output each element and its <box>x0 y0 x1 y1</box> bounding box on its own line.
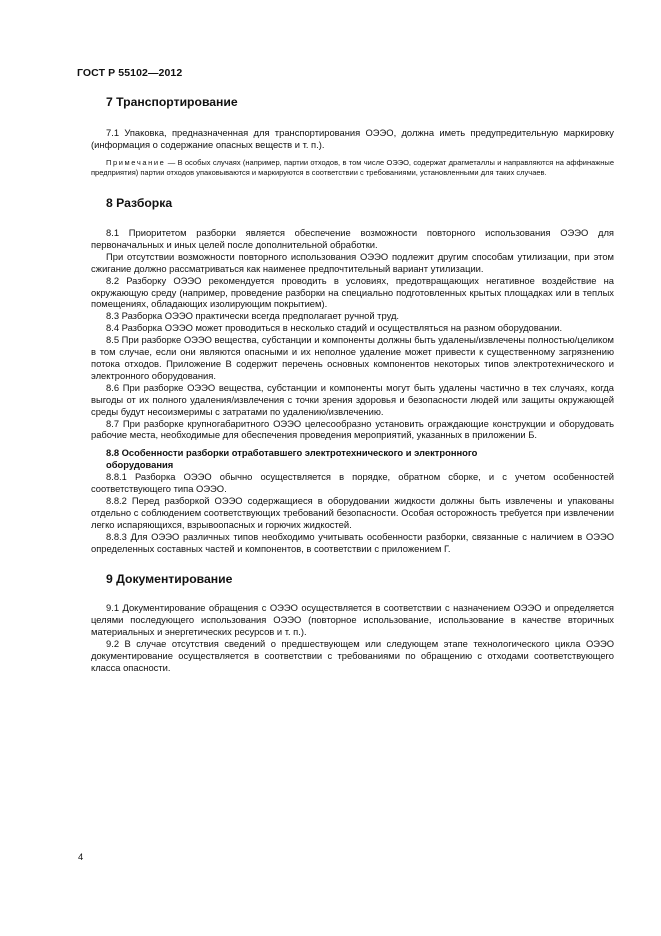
section-7-title: 7 Транспортирование <box>106 95 238 109</box>
subsection-8-8-title: 8.8 Особенности разборки отработавшего электротехнического и электронного <box>106 447 478 459</box>
page-number: 4 <box>78 851 84 862</box>
note-text: — В особых случаях (например, партии отходов, в том числе ОЭЭО, содержат драгметаллы и направляются на аффинажные предприятия) партии отходов упаковываются и маркируются в соответствии с требованиями, установленными для таких случаев. <box>91 157 614 178</box>
paragraph-8-7: 8.7 При разборке крупногабаритного ОЭЭО целесообразно установить ограждающие конструкции и оборудовать рабочие места, необходимые для обеспечения проведения мероприятий, указанных в приложении Б. <box>91 417 614 441</box>
paragraph-8-8-2: 8.8.2 Перед разборкой ОЭЭО содержащиеся в оборудовании жидкости должны быть извлечены и упакованы отдельно с соблюдением соответствующих требований безопасности. Особая осторожность требуется при извлечении легко испаряющихся, взрывоопасных и горючих жидкостей. <box>91 494 614 530</box>
document-header: ГОСТ Р 55102—2012 <box>77 67 183 79</box>
paragraph-8-3: 8.3 Разборка ОЭЭО практически всегда предполагает ручной труд. <box>106 310 400 322</box>
paragraph-8-8-3: 8.8.3 Для ОЭЭО различных типов необходимо учитывать особенности разборки, связанные с наличием в ОЭЭО определенных составных частей и компонентов, в соответствии с приложением Г. <box>91 530 614 554</box>
note-label: Примечание <box>106 157 166 167</box>
paragraph-9-1: 9.1 Документирование обращения с ОЭЭО осуществляется в соответствии с назначением ОЭЭО и определяется целями последующего использования ОЭЭО (повторное использование, использование в качестве вторичных материальных и энергетических ресурсов и т. п.). <box>91 602 614 638</box>
page-content <box>91 95 614 674</box>
note-7 <box>91 158 614 179</box>
section-9-title: 9 Документирование <box>106 572 233 587</box>
paragraph-8-1-cont: При отсутствии возможности повторного использования ОЭЭО подлежит другим способам утилизации, при этом сжигание должно рассматриваться как наименее предпочтительный вариант утилизации. <box>91 250 614 274</box>
subsection-8-8-title-cont: оборудования <box>106 459 174 471</box>
paragraph-8-8-1: 8.8.1 Разборка ОЭЭО обычно осуществляется в порядке, обратном сборке, и с учетом особенностей соответствующего типа ОЭЭО. <box>91 471 614 495</box>
paragraph-9-2: 9.2 В случае отсутствия сведений о предшествующем или следующем этапе технологического цикла ОЭЭО документирование осуществляется в соответствии с требованиями по обращению с отходами соответствующего класса опасности. <box>91 638 614 673</box>
paragraph-8-4: 8.4 Разборка ОЭЭО может проводиться в несколько стадий и осуществляться на разном оборудовании. <box>106 322 563 334</box>
paragraph-8-5: 8.5 При разборке ОЭЭО вещества, субстанции и компоненты должны быть удалены/извлечены полностью/целиком в том случае, если они являются опасными и их неполное удаление может привести к существенному загрязнению потока отходов. Приложение В содержит перечень основных компонентов некоторых типов электротехнического и электронного оборудования. <box>91 334 614 381</box>
paragraph-7-1: 7.1 Упаковка, предназначенная для транспортирования ОЭЭО, должна иметь предупредительную маркировку (информация о содержание опасных веществ и т. п.). <box>91 127 614 150</box>
paragraph-8-1: 8.1 Приоритетом разборки является обеспечение возможности повторного использования ОЭЭО для первоначальных и иных целей после дополнительной обработки. <box>91 227 614 250</box>
section-8-title: 8 Разборка <box>106 196 173 210</box>
paragraph-8-6: 8.6 При разборке ОЭЭО вещества, субстанции и компоненты могут быть удалены частично в тех случаях, когда выгоды от их полного удаления/извлечения с точки зрения здоровья и безопасности людей или защиты окружающей среды будут несоизмеримы с затратами по удалению/извлечению. <box>91 381 614 417</box>
paragraph-8-2: 8.2 Разборку ОЭЭО рекомендуется проводить в условиях, предотвращающих негативное воздействие на окружающую среду (например, проведение разборки на специально подготовленных крытых площадках или в теплых помещениях, обладающих изолирующим покрытием). <box>91 274 614 310</box>
